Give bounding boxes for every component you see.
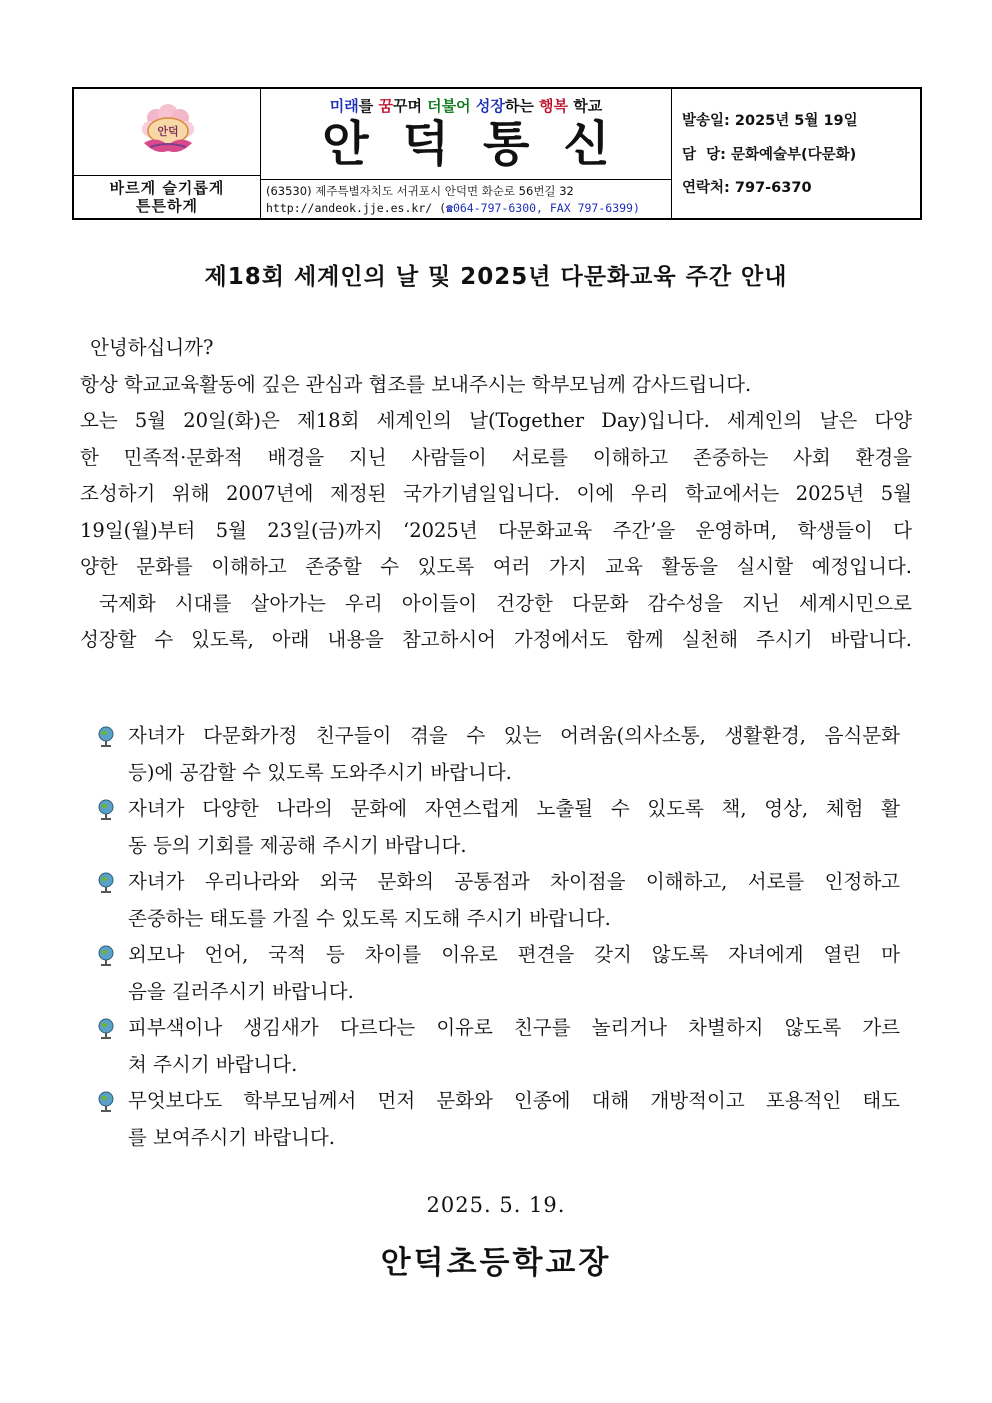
slogan-word: 꾸며 [392,97,428,115]
emblem-text: 안덕 [157,125,179,138]
list-item-line: 자녀가 다양한 나라의 문화에 자연스럽게 노출될 수 있도록 책, 영상, 체험 활 [128,797,900,820]
list-item-line: 쳐 주시기 바랍니다. [128,1052,298,1076]
info-send-date [682,111,858,131]
list-item [96,1010,900,1083]
globe-bullet-icon [96,945,116,967]
paragraph-line: 항상 학교교육활동에 깊은 관심과 협조를 보내주시는 학부모님께 감사드립니다. [80,372,752,396]
motto-line: 튼튼하게 [136,197,198,215]
info-contact [682,178,812,198]
info-label: 발송일: [682,113,730,129]
address-box [261,179,671,220]
logo-divider [74,175,260,176]
slogan-word: 하는 [504,97,540,115]
list-item [96,937,900,1010]
slogan-word: 성장 [475,97,505,115]
motto-line: 바르게 슬기롭게 [109,179,225,197]
info-value: 문화예술부(다문화) [730,147,857,163]
list-item [96,864,900,937]
newsletter-name: 안덕통신 [322,116,644,172]
phone-icon: ☎ [446,201,453,215]
info-department [682,145,856,165]
info-value: 797-6370 [734,180,812,196]
list-item-line: 존중하는 태도를 가질 수 있도록 지도해 주시기 바랍니다. [128,906,611,930]
slogan-word: 행복 [539,97,569,115]
globe-bullet-icon [96,799,116,821]
globe-bullet-icon [96,1091,116,1113]
paragraph-line: 조성하기 위해 2007년에 제정된 국가기념일입니다. 이에 우리 학교에서는 2025년 5월 [80,482,912,505]
list-item-line: 등)에 공감할 수 있도록 도와주시기 바랍니다. [128,760,512,784]
school-address: (63530) 제주특별자치도 서귀포시 안덕면 화순로 56번길 32 [266,184,574,198]
school-motto [74,179,260,215]
paragraph-line: 한 민족적·문화적 배경을 지닌 사람들이 서로를 이해하고 존중하는 사회 환경을 [80,445,912,469]
info-label: 담 당: [682,147,726,163]
paragraph-line: 양한 문화를 이해하고 존중할 수 있도록 여러 가지 교육 활동을 실시할 예정입니다. [80,555,912,578]
school-emblem-icon [136,101,200,159]
list-item-line: 동 등의 기회를 제공해 주시기 바랍니다. [128,833,467,857]
contact-line [266,200,671,217]
globe-bullet-icon [96,726,116,748]
list-item-line: 무엇보다도 학부모님께서 먼저 문화와 인종에 대해 개방적이고 포용적인 태도 [128,1089,900,1112]
info-label: 연락처: [682,180,730,196]
slogan-word: 더불어 [427,97,476,115]
paragraph-line: 19일(월)부터 5월 23일(금)까지 ‘2025년 다문화교육 주간’을 운영하며, 학생들이 다 [80,518,912,542]
paragraph-line: 오는 5월 20일(화)은 제18회 세계인의 날(Together Day)입니다. 세계인의 날은 다양 [80,409,912,432]
slogan-word: 미래 [329,97,359,115]
body-text [80,330,912,659]
website-link[interactable]: http://andeok.jje.es.kr/ ( [266,201,447,215]
list-item-line: 를 보여주시기 바랍니다. [128,1125,335,1149]
newsletter-header [72,87,922,220]
logo-cell [74,89,261,218]
list-item [96,1083,900,1156]
slogan-word: 를 [358,97,379,115]
document-title: 제18회 세계인의 날 및 2025년 다문화교육 주간 안내 [204,264,788,290]
globe-bullet-icon [96,1018,116,1040]
issue-date: 2025. 5. 19. [426,1193,566,1217]
list-item-line: 자녀가 다문화가정 친구들이 겪을 수 있는 어려움(의사소통, 생활환경, 음식문화 [128,724,900,747]
list-item-line: 음을 길러주시기 바랍니다. [128,979,354,1003]
guidance-list [96,718,900,1156]
globe-bullet-icon [96,872,116,894]
slogan-word: 꿈 [378,97,393,115]
title-cell [261,89,672,218]
phone-fax: 064-797-6300, FAX 797-6399) [452,201,640,215]
info-cell [672,89,920,218]
list-item-line: 외모나 언어, 국적 등 차이를 이유로 편견을 갖지 않도록 자녀에게 열린 마 [128,943,900,966]
list-item [96,791,900,864]
list-item-line: 피부색이나 생김새가 다르다는 이유로 친구를 놀리거나 차별하지 않도록 가르 [128,1016,900,1039]
list-item-line: 자녀가 우리나라와 외국 문화의 공통점과 차이점을 이해하고, 서로를 인정하고 [128,870,900,893]
list-item [96,718,900,791]
paragraph-line: 성장할 수 있도록, 아래 내용을 참고하시어 가정에서도 함께 실천해 주시기 바랍니다. [80,628,912,651]
principal-signature: 안덕초등학교장 [380,1245,612,1281]
slogan-word: 학교 [568,97,603,115]
greeting: 안녕하십니까? [90,336,214,359]
paragraph-line: 국제화 시대를 살아가는 우리 아이들이 건강한 다문화 감수성을 지닌 세계시민으로 [80,591,912,615]
info-value: 2025년 5월 19일 [734,113,858,129]
